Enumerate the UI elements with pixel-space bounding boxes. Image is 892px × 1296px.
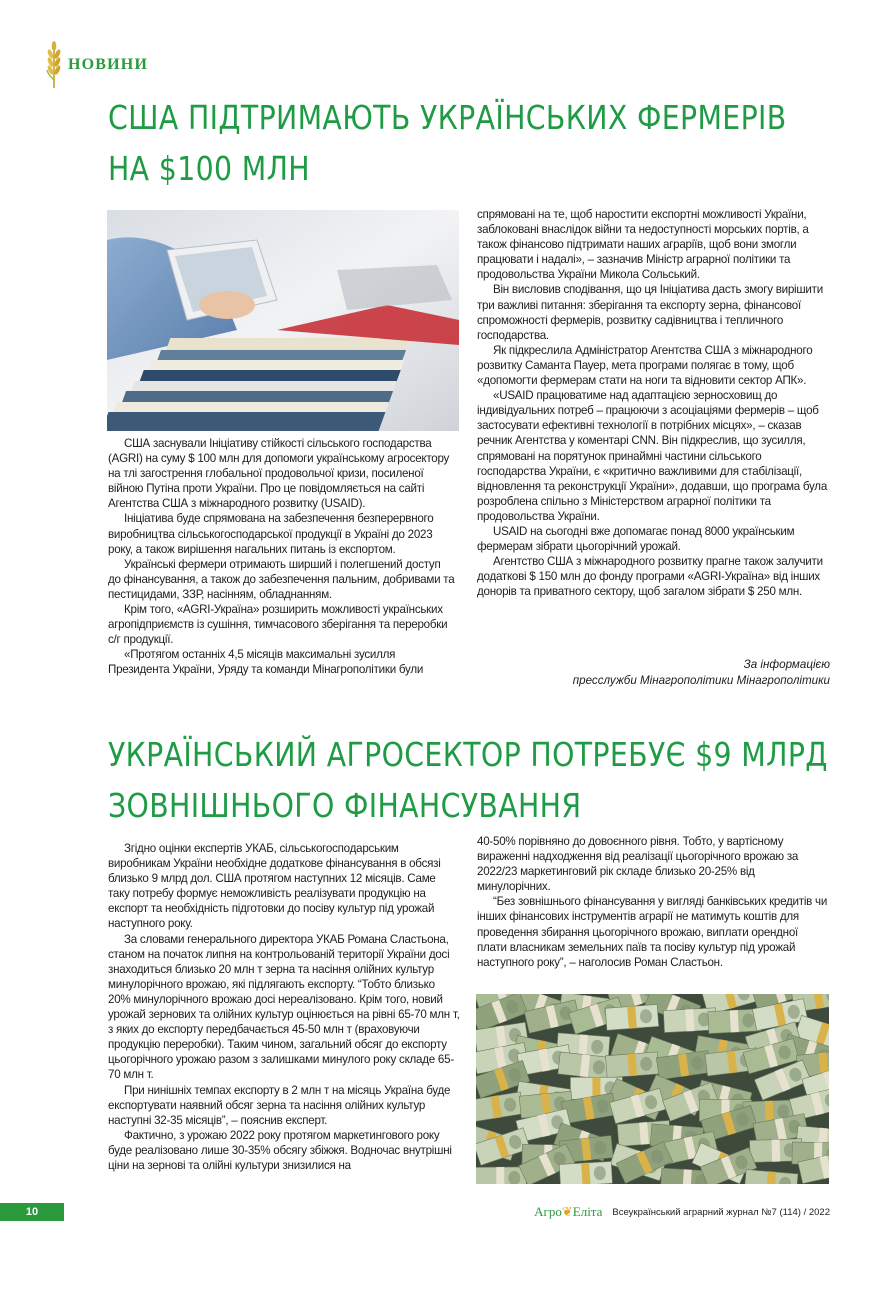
article2-right-column	[477, 834, 829, 970]
article1-left-column	[108, 436, 455, 678]
paragraph: Як підкреслила Адміністратор Агентства США з міжнародного розвитку Саманта Пауер, мета програми полягає в тому, щоб «допомогти фермерам стати на ноги та відновити сектор АПК».	[477, 343, 813, 388]
paragraph: «Протягом останніх 4,5 місяців максимальні зусилля Президента України, Уряду та команди Мінагрополітики були	[108, 648, 424, 677]
paragraph: Фактично, з урожаю 2022 року протягом маркетингового року буде реалізовано лише 30-35% обсягу збіжжя. Водночас внутрішні ціни на зернові та олійні культури знизилися на	[108, 1128, 452, 1172]
credit-line: За інформацією	[743, 658, 830, 671]
paragraph: 40-50% порівняно до довоєнного рівня. Тобто, у вартісному вираженні надходження від реалізації цьогорічного врожаю за 2022/23 маркетинговий рік складе близько 20-25% від минулорічних.	[477, 835, 799, 894]
paragraph: спрямовані на те, щоб наростити експортні можливості України, заблоковані внаслідок війни та недоступності морських портів, а також фінансово підтримати наших аграріїв, щоб вони змогли працювати і надалі», – зазначив Міністр аграрної політики та продовольства України Микола Сольський.	[477, 208, 809, 282]
article1-headline	[108, 92, 787, 194]
article2-left-column	[108, 841, 460, 1173]
paragraph: USAID на сьогодні вже допомагає понад 8000 українським фермерам зібрати цьогорічний урожай.	[477, 524, 795, 554]
article1-right-column	[477, 207, 829, 599]
section-label	[44, 40, 148, 90]
paragraph: Крім того, «AGRI-Україна» розширить можливості українських агропідприємств із сушіння, тимчасового зберігання та переробки с/г продукції.	[108, 603, 448, 647]
journal-info: Всеукраїнський аграрний журнал №7 (114) / 2022	[612, 1206, 830, 1218]
article1-headline-line: США ПІДТРИМАЮТЬ УКРАЇНСЬКИХ ФЕРМЕРІВ	[108, 98, 787, 137]
tablet-folders-photo	[107, 210, 459, 431]
paragraph: США заснували Ініціативу стійкості сільського господарства (AGRI) на суму $ 100 млн для допомоги українському агросектору на тлі загострення глобальної продовольчої кризи, посиленої війною Путіна проти України. Про це повідомляється на сайті Агентства США з міжнародного розвитку (USAID).	[108, 437, 450, 511]
leaf-icon: ❦	[561, 1204, 573, 1219]
paragraph: За словами генерального директора УКАБ Романа Сластьона, станом на початок липня на контрольованій території України досі знаходиться близько 20 млн т зерна та насіння олійних культур минулорічного врожаю, які підлягають експорту. “Тобто близько 20% минулорічного врожаю досі нереалізовано. Крім того, новий урожай зернових та олійних культур оцінюється на рівні 65-70 млн т, з яких до експорту передбачається 45-50 млн т (враховуючи продукцію переробки). Таким чином, загальний обсяг до експорту цьогорічного урожаю разом з залишками минулого року складе 65-70 млн т.	[108, 932, 460, 1082]
paragraph: «USAID працюватиме над адаптацією зерносховищ до індивідуальних потреб – працюючи з асоціаціями фермерів – щоб застосувати ефективні технології в потрібних місцях», – сказав речник Агентства у коментарі CNN. Він підкреслив, що зусилля, спрямовані на порятунок принаймні частини сільського господарства України, є «критично важливими для стабілізації, відновлення та реконструкції України», додавши, що програма була розроблена спільно з Міністерством аграрної політики та продовольства України.	[477, 389, 828, 523]
article2-headline-line: ЗОВНІШНЬОГО ФІНАНСУВАННЯ	[108, 786, 582, 825]
paragraph: Згідно оцінки експертів УКАБ, сільськогосподарським виробникам України необхідне додаткове фінансування в обсязі близько 9 млрд дол. США протягом наступних 12 місяців. Саме таку потребу формує неможливість реалізувати продукцію на експорт та необхідність підготовки до посіву культур під урожай наступного року.	[108, 842, 441, 931]
money-pile-photo	[476, 994, 829, 1184]
wheat-icon	[44, 40, 64, 90]
article1-headline-line: НА $100 МЛН	[108, 149, 310, 188]
article2-headline	[108, 729, 828, 831]
paragraph: Агентство США з міжнародного розвитку прагне також залучити додаткові $ 150 млн до фонду програми «AGRI-Україна» від інших донорів та приватного сектору, щоб загалом зібрати $ 250 млн.	[477, 555, 823, 599]
paragraph: При нинішніх темпах експорту в 2 млн т на місяць Україна буде експортувати наявний обсяг зерна та насіння олійних культур наступні 32-35 місяців”, – пояснив експерт.	[108, 1083, 451, 1127]
paragraph: Він висловив сподівання, що ця Ініціатива дасть змогу вирішити три важливі питання: зберігання та експорту зерна, фінансової спроможності фермерів, розвитку садівництва і тепличного господарства.	[477, 283, 823, 342]
brand-part1: Агро	[534, 1204, 562, 1219]
article2-headline-line: УКРАЇНСЬКИЙ АГРОСЕКТОР ПОТРЕБУЄ $9 МЛРД	[108, 735, 828, 774]
paragraph: “Без зовнішнього фінансування у вигляді банківських кредитів чи інших фінансових інструментів аграрії не матимуть коштів для проведення збирання цьогорічного врожаю, виплати орендної плати власникам земельних паїв та посіву культур під урожай наступного року”, – наголосив Роман Сластьон.	[477, 895, 828, 969]
credit-line: пресслужби Мінагрополітики Мінагрополітики	[572, 673, 830, 687]
article1-credit	[573, 657, 830, 688]
section-label-text: НОВИНИ	[68, 56, 149, 73]
page-number: 10	[0, 1203, 64, 1221]
paragraph: Українські фермери отримають ширший і полегшений доступ до фінансування, а також до забезпечення пальним, добривами та пестицидами, ЗЗР, насінням, обладнанням.	[108, 557, 455, 601]
footer	[534, 1203, 830, 1221]
paragraph: Ініціатива буде спрямована на забезпечення безперервного виробництва сільськогосподарської продукції в Україні до 2023 року, а також вирішення нагальних питань із експортом.	[108, 512, 434, 556]
brand-part2: Еліта	[572, 1204, 603, 1219]
brand-logo	[534, 1204, 602, 1220]
